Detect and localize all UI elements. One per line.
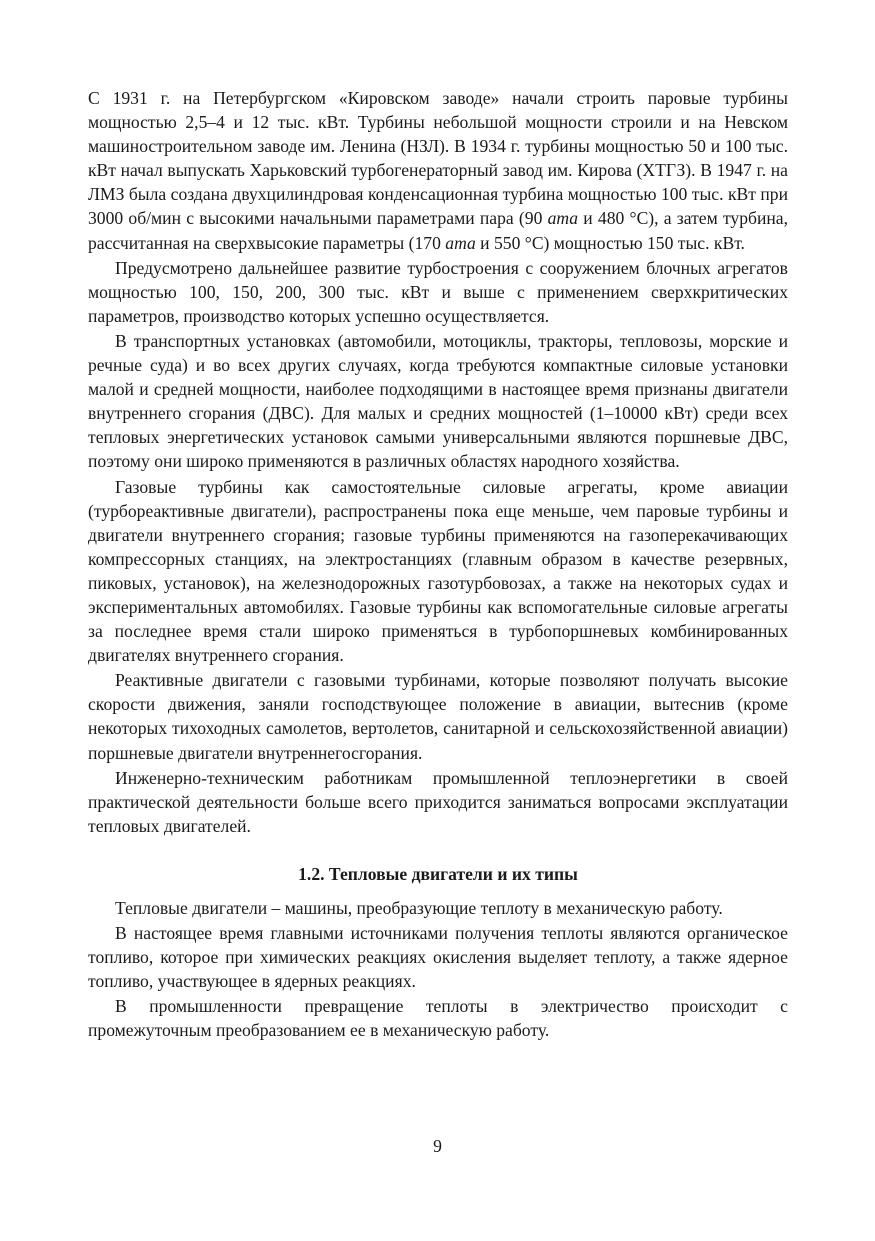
paragraph-gas-turbines: Газовые турбины как самостоятельные силовые агрегаты, кроме авиации (турбореактивные двигатели), распространены пока еще меньше, чем паровые турбины и двигатели внутреннего сгорания; газовые турбины применяются на газоперекачивающих компрессорных станциях, на электростанциях (главным образом в качестве резервных, пиковых, установок), на железнодорожных газотурбовозах, а также на некоторых судах и экспериментальных автомобилях. Газовые турбины как вспомогательные силовые агрегаты за последнее время стали широко применяться в турбопоршневых комбинированных двигателях внутреннего сгорания.: [88, 476, 788, 666]
section-heading: 1.2. Тепловые двигатели и их типы: [298, 863, 578, 884]
paragraph-ice-engines: В транспортных установках (автомобили, мотоциклы, тракторы, тепловозы, морские и речные суда) и во всех других случаях, когда требуются компактные силовые установки малой и средней мощности, наиболее подходящими в настоящее время признаны двигатели внутреннего сгорания (ДВС). Для малых и средних мощностей (1–10000 кВт) среди всех тепловых энергетических установок самыми универсальными являются поршневые ДВС, поэтому они широко применяются в различных областях народного хозяйства.: [88, 330, 788, 472]
paragraph-text: С 1931 г. на Петербургском «Кировском заводе» начали строить паровые турбины мощностью 2,5–4 и 12 тыс. кВт. Турбины небольшой мощности строили и на Невском машиностроительном заводе им. Ленина (НЗЛ). В 1934 г. турбины мощностью 50 и 100 тыс. кВт начал выпускать Харьковский турбогенераторный завод им. Кирова (ХТГЗ). В 1947 г. на ЛМЗ была создана двухцилиндровая конденсационная турбина мощностью 100 тыс. кВт при 3000 об/мин с высокими начальными параметрами пара (90: [88, 88, 788, 229]
paragraph-conversion: В промышленности превращение теплоты в электричество происходит с промежуточным преобразованием ее в механическую работу.: [88, 996, 788, 1041]
paragraph-heat-sources: В настоящее время главными источниками получения теплоты являются органическое топливо, которое при химических реакциях окисления выделяет теплоту, а также ядерное топливо, участвующее в ядерных реакциях.: [88, 923, 788, 992]
unit-ata: ата: [445, 232, 476, 253]
paragraph-text: и 480 °С), а затем турбина, рассчитанная на сверхвысокие параметры (170: [88, 208, 788, 253]
paragraph-definition: Тепловые двигатели – машины, преобразующие теплоту в механическую работу.: [115, 897, 723, 918]
paragraph-text: и 550 °С) мощностью 150 тыс. кВт.: [475, 232, 745, 253]
paragraph-turbine-development: Предусмотрено дальнейшее развитие турбостроения с сооружением блочных агрегатов мощностью 100, 150, 200, 300 тыс. кВт и выше с применением сверхкритических параметров, производство которых успешно осуществляется.: [88, 257, 788, 326]
paragraph-engineers: Инженерно-техническим работникам промышленной теплоэнергетики в своей практической деятельности больше всего приходится заниматься вопросами эксплуатации тепловых двигателей.: [88, 767, 788, 836]
page-body: [88, 86, 788, 1043]
unit-ata: ата: [547, 208, 579, 229]
paragraph-jet-engines: Реактивные двигатели с газовыми турбинами, которые позволяют получать высокие скорости движения, заняли господствующее положение в авиации, вытеснив (кроме некоторых тихоходных самолетов, вертолетов, санитарной и сельскохозяйственной авиации) поршневые двигатели внутреннегосгорания.: [88, 670, 788, 763]
page-number: 9: [433, 1136, 442, 1156]
paragraph-turbine-history: [88, 86, 788, 255]
